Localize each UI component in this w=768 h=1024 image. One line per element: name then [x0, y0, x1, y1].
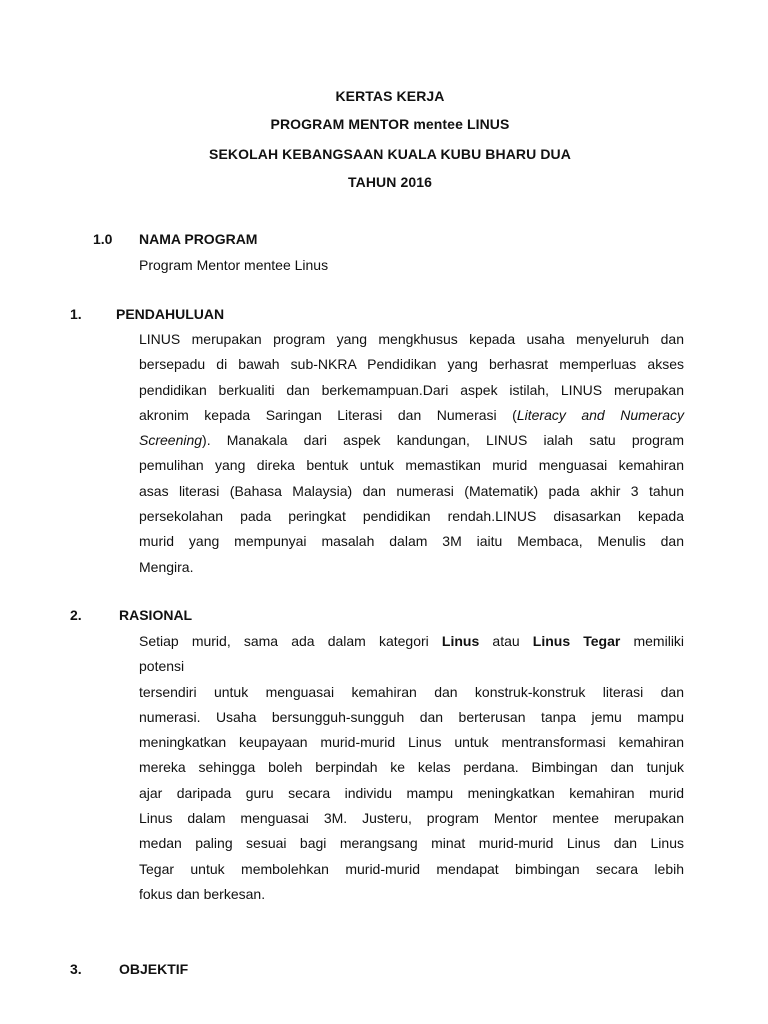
paragraph-line: pendidikan berkualiti dan berkemampuan.Dari aspek istilah, LINUS merupakan: [139, 381, 684, 398]
paragraph-line: [139, 428, 684, 453]
paragraph-line: fokus dan berkesan.: [139, 885, 266, 902]
section-heading-objektif: OBJEKTIF: [119, 961, 189, 977]
document-title: KERTAS KERJA: [335, 88, 445, 104]
paragraph-line: meningkatkan keupayaan murid-murid Linus untuk mentransformasi kemahiran: [139, 734, 684, 751]
paragraph-line: Tegar untuk membolehkan murid-murid mendapat bimbingan secara lebih: [139, 860, 684, 877]
section-number-pendahuluan: 1.: [70, 306, 82, 322]
paragraph-line: Linus dalam menguasai 3M. Justeru, program Mentor mentee merupakan: [139, 810, 684, 827]
paragraph-line: asas literasi (Bahasa Malaysia) dan numerasi (Matematik) pada akhir 3 tahun: [139, 482, 684, 499]
rasional-paragraph: [139, 629, 684, 907]
pendahuluan-paragraph: [139, 327, 684, 580]
section-number-objektif: 3.: [70, 961, 82, 977]
bold-run: Linus Tegar: [532, 633, 621, 649]
text-run: atau: [492, 633, 520, 649]
paragraph-line: mereka sehingga boleh berpindah ke kelas perdana. Bimbingan dan tunjuk: [139, 759, 684, 776]
paragraph-line: potensi: [139, 658, 185, 675]
section-heading-rasional: RASIONAL: [119, 607, 193, 623]
paragraph-line: LINUS merupakan program yang mengkhusus kepada usaha menyeluruh dan: [139, 331, 684, 347]
bold-run: Linus: [441, 633, 480, 649]
text-run: memiliki: [633, 633, 685, 649]
paragraph-line: pemulihan yang direka bentuk untuk memastikan murid menguasai kemahiran: [139, 457, 684, 474]
paragraph-line: [139, 629, 684, 654]
paragraph-line: numerasi. Usaha bersungguh-sungguh dan berterusan tanpa jemu mampu: [139, 708, 684, 725]
text-run: Setiap murid, sama ada dalam kategori: [139, 633, 429, 649]
italic-run: Literacy and Numeracy: [516, 406, 684, 423]
section-heading-pendahuluan: PENDAHULUAN: [116, 306, 225, 322]
section-number-rasional: 2.: [70, 607, 82, 623]
paragraph-line: Mengira.: [139, 558, 194, 575]
italic-run: Screening: [139, 432, 203, 449]
text-run: akronim kepada Saringan Literasi dan Numerasi (: [139, 406, 517, 423]
paragraph-line: bersepadu di bawah sub-NKRA Pendidikan yang berhasrat memperluas akses: [139, 356, 684, 373]
paragraph-line: [139, 403, 684, 428]
program-name-text: Program Mentor mentee Linus: [139, 257, 329, 273]
school-name: SEKOLAH KEBANGSAAN KUALA KUBU BHARU DUA: [209, 146, 571, 162]
paragraph-line: murid yang mempunyai masalah dalam 3M iaitu Membaca, Menulis dan: [139, 533, 684, 550]
section-number-nama: 1.0: [93, 231, 113, 247]
paragraph-line: ajar daripada guru secara individu mampu meningkatkan kemahiran murid: [139, 784, 684, 801]
program-title: PROGRAM MENTOR mentee LINUS: [270, 116, 510, 132]
text-run: ). Manakala dari aspek kandungan, LINUS ialah satu program: [202, 432, 684, 449]
year: TAHUN 2016: [348, 174, 432, 190]
paragraph-line: medan paling sesuai bagi merangsang minat murid-murid Linus dan Linus: [139, 835, 684, 852]
paragraph-line: persekolahan pada peringkat pendidikan rendah.LINUS disasarkan kepada: [139, 508, 684, 525]
section-heading-nama: NAMA PROGRAM: [139, 231, 258, 247]
paragraph-line: tersendiri untuk menguasai kemahiran dan konstruk-konstruk literasi dan: [139, 683, 684, 700]
